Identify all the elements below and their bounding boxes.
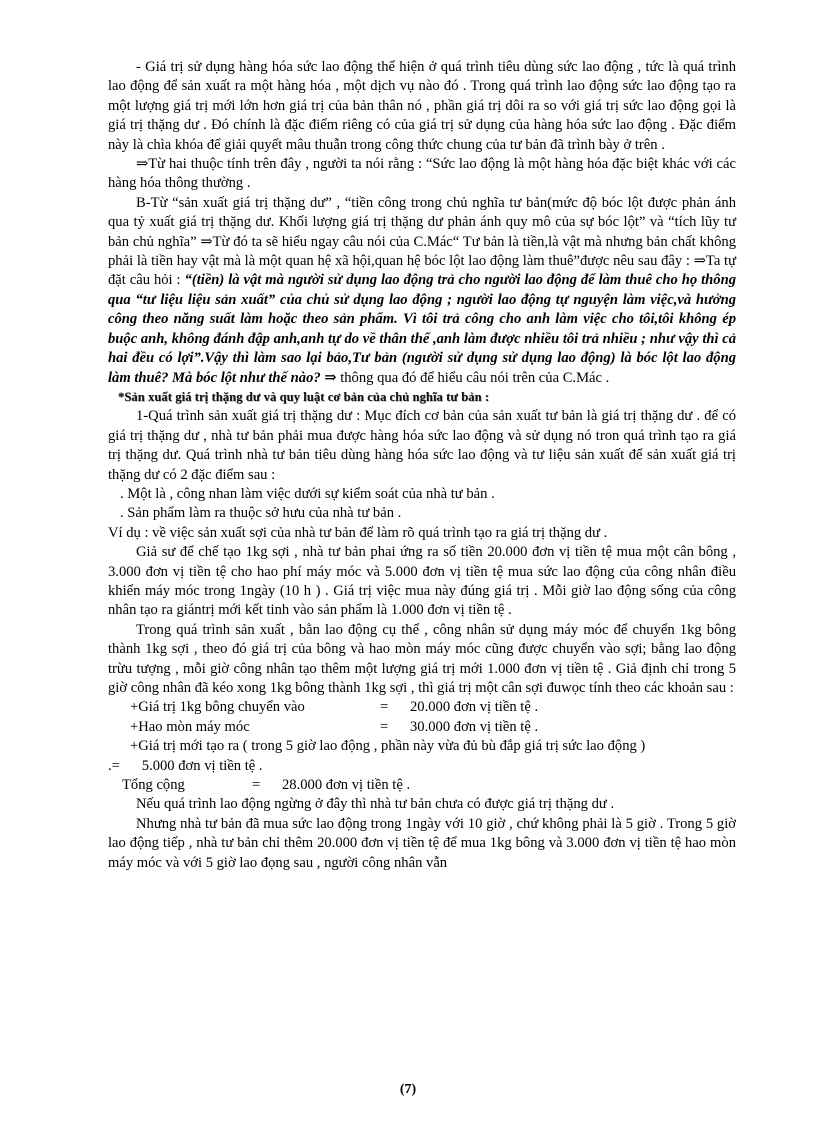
total-value: 28.000 đơn vị tiền tệ . [282, 777, 411, 794]
total-label: Tổng cộng [122, 777, 185, 794]
calc-row-total [108, 776, 736, 795]
paragraph-4: 1-Quá trình sản xuất giá trị thặng dư : Mục đích cơ bản của sản xuất tư bản là giá trị thặng dư . để có giá trị thặng dư , nhà tư bản phải mua được hàng hóa sức lao động và sử dụng nó tron quá trình tạo ra giá trị thặng dư. Quá trình nhà tư bản tiêu dùng hàng hóa sức lao động và tư liệu sản xuất để sản xuất giá trị thặng dư có 2 đặc điểm sau : [108, 408, 736, 483]
paragraph-3 [108, 194, 736, 388]
paragraph-1: - Giá trị sử dụng hàng hóa sức lao động thể hiện ở quá trình tiêu dùng sức lao động , tức là quá trình lao động để sản xuất ra một hàng hóa , một dịch vụ nào đó . Trong quá trình lao động sức lao động tạo ra một lượng giá trị mới lớn hơn giá trị của bản thân nó , phần giá trị dôi ra so với giá trị sức lao động gọi là giá trị thặng dư . Đó chính là đặc điểm riêng có của giá trị sử dụng của hàng hóa sức lao động . Đặc điểm này là chìa khóa để giải quyết mâu thuẫn trong công thức chung của tư bản đã trình bày ở trên . [108, 59, 736, 153]
equals-sign: = [380, 699, 389, 716]
calc-value: 20.000 đơn vị tiền tệ . [410, 699, 539, 716]
bullet-2: . Sản phẩm làm ra thuộc sở hưu của nhà tư bản . [120, 505, 402, 522]
calc-row-depreciation [108, 718, 736, 737]
paragraph-7: Trong quá trình sản xuất , bằn lao động cụ thể , công nhân sử dụng máy móc để chuyển 1kg bông thành 1kg sợi , theo đó giá trị của bông và hao mòn máy móc cũng được chuyển vào sợi; bằng lao động trừu tượng , mỗi giờ công nhân tạo thêm một lượng giá trị mới 1.000 đơn vị tiền tệ . Giả định chỉ trong 5 giờ công nhân đã kéo xong 1kg bông thành 1kg sợi , thì giá trị một cân sợi đuwọc tính theo các khoản sau : [108, 621, 736, 696]
paragraph-9: Nhưng nhà tư bản đã mua sức lao động trong 1ngày với 10 giờ , chứ không phải là 5 giờ . Trong 5 giờ lao động tiếp , nhà tư bản chỉ thêm 20.000 đơn vị tiền tệ để mua 1kg bông và 3.000 đơn vị tiền tệ hao mòn máy móc và với 5 giờ lao đọng sau , người công nhân vẫn [108, 815, 736, 871]
equals-sign: = [252, 777, 261, 794]
paragraph-3-text: B-Từ “sản xuất giá trị thặng dư” , “tiền công trong chủ nghĩa tư bản(mức độ bóc lột được phản ánh qua tỷ xuất giá trị thặng dư. Khối lượng giá trị thặng dư phản ánh quy mô của sự bóc lột” và “tích lũy tư bản chủ nghĩa” ⇒Từ đó ta sẽ hiểu ngay câu nói của C.Mác“ Tư bản là tiền,là vật mà nhưng bản chất không phải là tiền hay vật mà là một quan hệ xã hội,quan hệ bóc lột lao động làm thuê”được nêu sau đây : ⇒Ta tự đặt câu hỏi : [108, 194, 736, 289]
calc-value: 30.000 đơn vị tiền tệ . [410, 718, 539, 735]
calc-new-value-amount: .= 5.000 đơn vị tiền tệ . [108, 757, 263, 774]
page-number: (7) [399, 1082, 417, 1097]
calc-label: +Hao mòn máy móc [130, 718, 250, 735]
section-subheading: *Sản xuất giá trị thặng dư và quy luật cơ bản của chủ nghĩa tư bản : [118, 389, 490, 404]
calc-row-new-value: +Giá trị mới tạo ra ( trong 5 giờ lao động , phần này vừa đủ bù đắp giá trị sức lao động ) [130, 738, 646, 755]
paragraph-3-tail: thông qua đó để hiểu câu nói trên của C.Mác . [336, 369, 610, 386]
paragraph-2: ⇒Từ hai thuộc tính trên đây , người ta nói rằng : “Sức lao động là một hàng hóa đặc biệt khác với các hàng hóa thông thường . [108, 156, 736, 192]
calc-label: +Giá trị 1kg bông chuyển vào [130, 699, 305, 716]
bullet-1: . Một là , công nhan làm việc dưới sự kiểm soát của nhà tư bản . [120, 485, 495, 502]
equals-sign: = [380, 718, 389, 735]
paragraph-8: Nếu quá trình lao động ngừng ở đây thì nhà tư bản chưa có được giá trị thặng dư . [136, 796, 615, 813]
paragraph-6: Giả sư để chế tạo 1kg sợi , nhà tư bản phai ứng ra số tiền 20.000 đơn vị tiền tệ mua một cân bông , 3.000 đơn vị tiền tệ cho hao phí máy móc và 5.000 đơn vị tiền tệ mua sức lao động của công nhân điều khiển máy móc trong 1ngày (10 h ) . Giá trị việc mua này đúng giá trị . Mỗi giờ lao động sống của công nhân tạo ra giántrị mới kết tinh vào sản phẩm là 1.000 đơn vị tiền tệ . [108, 544, 736, 619]
calculation-block [108, 698, 736, 795]
document-body [108, 58, 736, 873]
paragraph-example: Ví dụ : về việc sản xuất sợi của nhà tư bản để làm rõ quá trình tạo ra giá trị thặng dư . [108, 524, 608, 541]
paragraph-3-italic: “(tiền) là vật mà người sử dụng lao động trả cho người lao động để làm thuê cho họ thông qua “tư liệu liệu sản xuất” của chủ sử dụng lao động ; người lao động tự nguyện làm việc,và hưởng công theo năng suất làm hoặc theo sản phẩm. Vì tôi trả công cho anh làm việc cho tôi,tôi không ép buộc anh, không đánh đập anh,anh tự do về thân thể ,anh làm được nhiều tôi trả nhiều ; như vậy thì cả hai đều có lợi”.Vậy thì làm sao lại bảo,Tư bản (người sử dụng sử dụng lao động) là bóc lột lao động làm thuê? Mà bóc lột như thế nào? ⇒ [108, 272, 736, 386]
calc-row-cotton [108, 698, 736, 717]
